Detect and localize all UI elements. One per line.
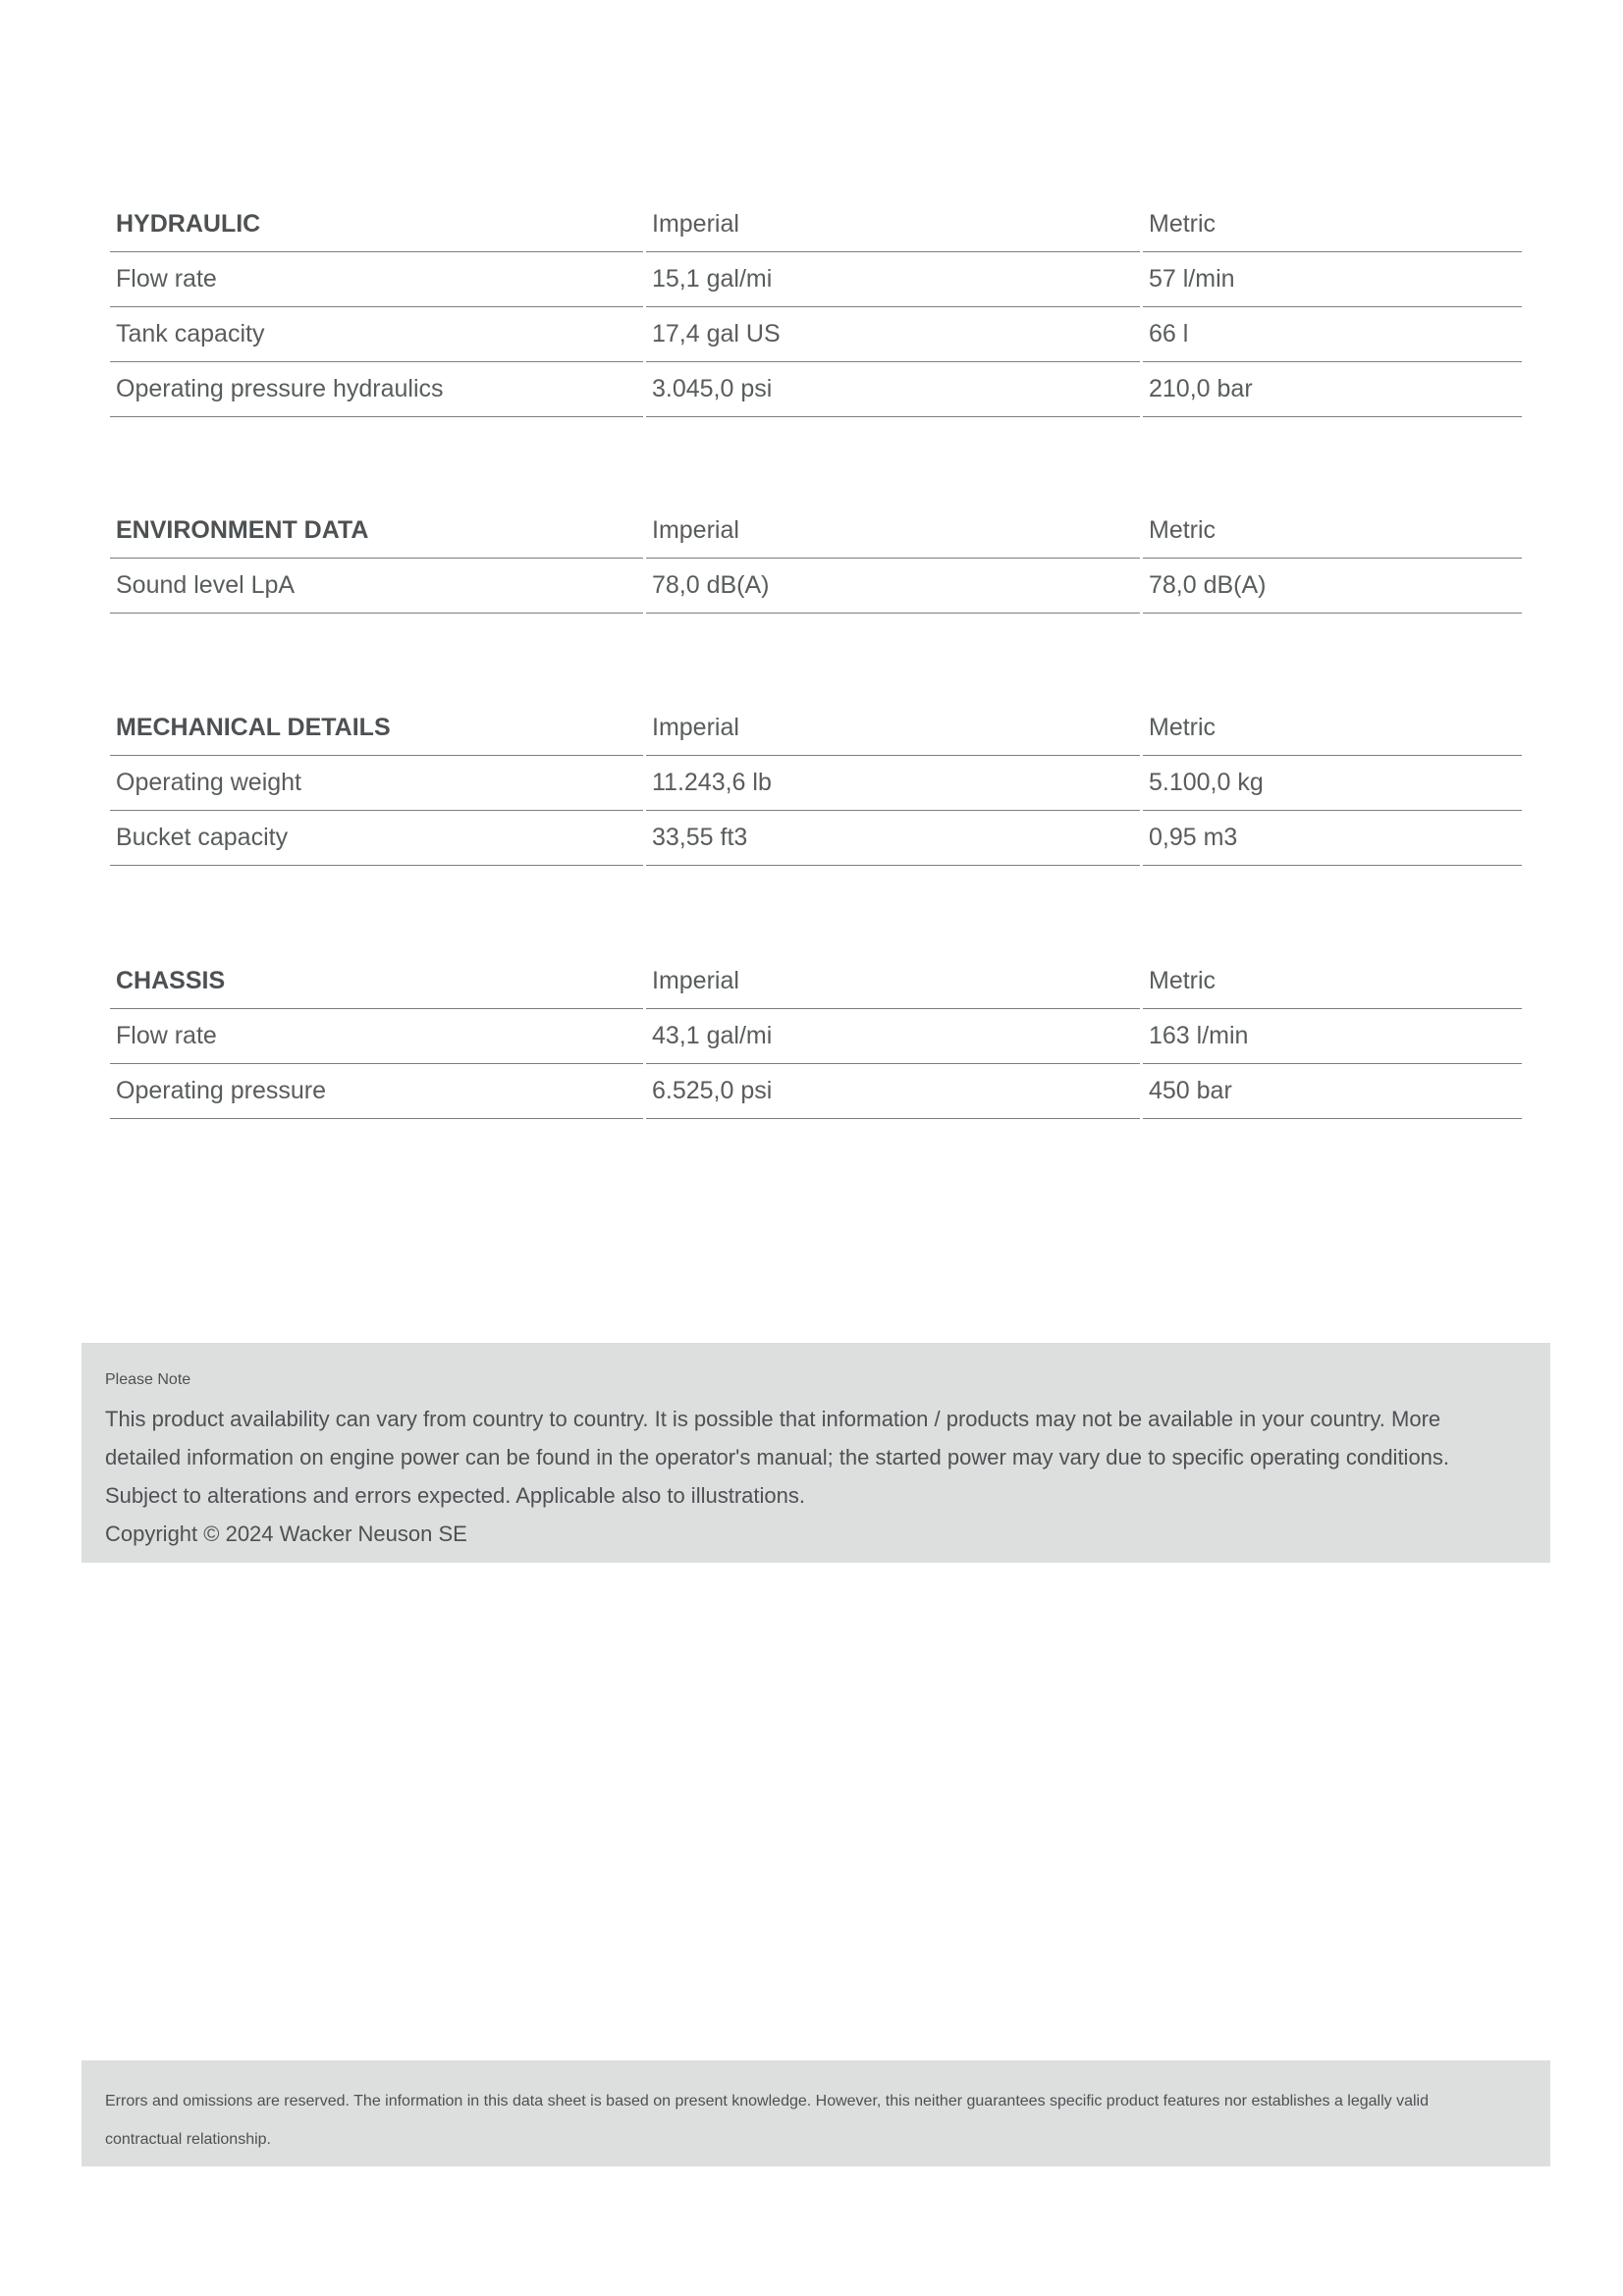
- row-label: Flow rate: [110, 251, 643, 307]
- imperial-value: 33,55 ft3: [646, 810, 1140, 866]
- column-header-imperial: Imperial: [646, 196, 1140, 252]
- disclaimer-line: Errors and omissions are reserved. The information in this data sheet is based on present knowledge. However, this neither guarantees specific product features nor establishes a legally valid: [105, 2093, 1429, 2109]
- column-header-metric: Metric: [1143, 953, 1522, 1009]
- copyright-line: Copyright © 2024 Wacker Neuson SE: [105, 1522, 467, 1546]
- hydraulic-table: [110, 196, 1522, 416]
- row-label: Operating pressure hydraulics: [110, 361, 643, 417]
- metric-value: 5.100,0 kg: [1143, 755, 1522, 811]
- section-title: CHASSIS: [110, 953, 643, 1009]
- please-note-line: Subject to alterations and errors expected. Applicable also to illustrations.: [105, 1483, 805, 1508]
- metric-value: 0,95 m3: [1143, 810, 1522, 866]
- metric-value: 163 l/min: [1143, 1008, 1522, 1064]
- column-header-metric: Metric: [1143, 503, 1522, 559]
- disclaimer-box: [81, 2060, 1550, 2166]
- metric-value: 78,0 dB(A): [1143, 558, 1522, 614]
- disclaimer-line: contractual relationship.: [105, 2131, 271, 2148]
- imperial-value: 3.045,0 psi: [646, 361, 1140, 417]
- please-note-line: detailed information on engine power can be found in the operator's manual; the started power may vary due to specific operating conditions.: [105, 1445, 1450, 1469]
- table-row: [110, 251, 1522, 306]
- row-label: Bucket capacity: [110, 810, 643, 866]
- row-label: Operating pressure: [110, 1063, 643, 1119]
- metric-value: 66 l: [1143, 306, 1522, 362]
- row-label: Sound level LpA: [110, 558, 643, 614]
- table-header-row: [110, 700, 1522, 755]
- row-label: Flow rate: [110, 1008, 643, 1064]
- imperial-value: 17,4 gal US: [646, 306, 1140, 362]
- table-row: [110, 558, 1522, 613]
- environment-data-table: [110, 503, 1522, 613]
- imperial-value: 15,1 gal/mi: [646, 251, 1140, 307]
- metric-value: 57 l/min: [1143, 251, 1522, 307]
- please-note-title: Please Note: [105, 1371, 191, 1388]
- please-note-box: [81, 1343, 1550, 1563]
- column-header-metric: Metric: [1143, 700, 1522, 756]
- table-header-row: [110, 503, 1522, 558]
- metric-value: 450 bar: [1143, 1063, 1522, 1119]
- table-row: [110, 361, 1522, 416]
- column-header-metric: Metric: [1143, 196, 1522, 252]
- table-row: [110, 1008, 1522, 1063]
- table-row: [110, 810, 1522, 865]
- chassis-table: [110, 953, 1522, 1118]
- section-title: MECHANICAL DETAILS: [110, 700, 643, 756]
- mechanical-details-table: [110, 700, 1522, 865]
- section-title: HYDRAULIC: [110, 196, 643, 252]
- table-row: [110, 306, 1522, 361]
- column-header-imperial: Imperial: [646, 503, 1140, 559]
- column-header-imperial: Imperial: [646, 953, 1140, 1009]
- row-label: Operating weight: [110, 755, 643, 811]
- imperial-value: 11.243,6 lb: [646, 755, 1140, 811]
- imperial-value: 78,0 dB(A): [646, 558, 1140, 614]
- table-header-row: [110, 196, 1522, 251]
- imperial-value: 6.525,0 psi: [646, 1063, 1140, 1119]
- row-label: Tank capacity: [110, 306, 643, 362]
- imperial-value: 43,1 gal/mi: [646, 1008, 1140, 1064]
- table-row: [110, 1063, 1522, 1118]
- please-note-line: This product availability can vary from country to country. It is possible that information / products may not be available in your country. More: [105, 1407, 1441, 1431]
- section-title: ENVIRONMENT DATA: [110, 503, 643, 559]
- table-row: [110, 755, 1522, 810]
- column-header-imperial: Imperial: [646, 700, 1140, 756]
- table-header-row: [110, 953, 1522, 1008]
- metric-value: 210,0 bar: [1143, 361, 1522, 417]
